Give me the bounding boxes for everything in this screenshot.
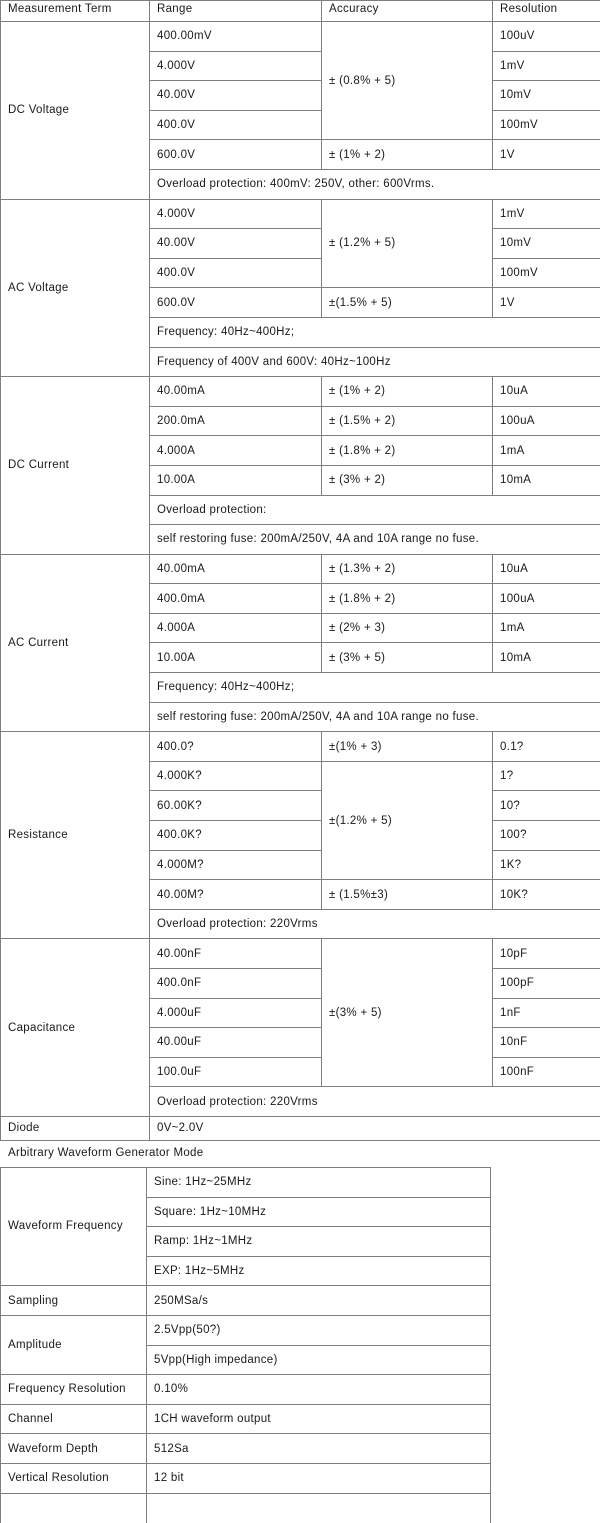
label-waveform-depth: Waveform Depth — [1, 1434, 147, 1464]
value-cell: 12 bit — [147, 1463, 491, 1493]
range-cell: 4.000V — [150, 51, 322, 81]
table-row — [1, 199, 600, 229]
range-cell: 40.00uF — [150, 1028, 322, 1058]
range-cell: 400.00mV — [150, 22, 322, 52]
header-range: Range — [150, 1, 322, 22]
resolution-cell: 10mV — [493, 229, 600, 259]
range-cell: 60.00K? — [150, 791, 322, 821]
range-cell: 400.0V — [150, 258, 322, 288]
range-cell: 4.000uF — [150, 998, 322, 1028]
range-cell: 4.000A — [150, 613, 322, 643]
range-cell: 200.0mA — [150, 406, 322, 436]
resolution-cell: 10uA — [493, 554, 600, 584]
resolution-cell: 10nF — [493, 1028, 600, 1058]
resolution-cell: 10? — [493, 791, 600, 821]
accuracy-cell: ± (1.5% + 2) — [322, 406, 493, 436]
label-sampling: Sampling — [1, 1286, 147, 1316]
term-capacitance: Capacitance — [1, 939, 150, 1117]
range-cell: 600.0V — [150, 288, 322, 318]
accuracy-cell: ±(1% + 3) — [322, 732, 493, 762]
accuracy-cell: ± (2% + 3) — [322, 613, 493, 643]
resolution-cell: 1V — [493, 288, 600, 318]
label-frequency-resolution: Frequency Resolution — [1, 1375, 147, 1405]
value-cell: Square: 1Hz~10MHz — [147, 1197, 491, 1227]
value-cell: 5Vpp(High impedance) — [147, 1345, 491, 1375]
term-ac-current: AC Current — [1, 554, 150, 732]
range-cell: 4.000M? — [150, 850, 322, 880]
resolution-cell: 1mV — [493, 51, 600, 81]
resolution-cell: 100uA — [493, 406, 600, 436]
table-header-row — [1, 1, 600, 22]
awg-section-title: Arbitrary Waveform Generator Mode — [0, 1141, 600, 1167]
resolution-cell: 100? — [493, 821, 600, 851]
value-cell: 1CH waveform output — [147, 1404, 491, 1434]
value-cell: 2.5Vpp(50?) — [147, 1315, 491, 1345]
accuracy-cell: ±(3% + 5) — [322, 939, 493, 1087]
range-cell: 10.00A — [150, 465, 322, 495]
resolution-cell: 1mV — [493, 199, 600, 229]
accuracy-cell: ± (3% + 5) — [322, 643, 493, 673]
resolution-cell: 100uA — [493, 584, 600, 614]
range-cell: 10.00A — [150, 643, 322, 673]
note-cell: Overload protection: 220Vrms — [150, 909, 600, 939]
range-cell: 40.00V — [150, 229, 322, 259]
value-cell: 0.10% — [147, 1375, 491, 1405]
note-cell: Overload protection: 220Vrms — [150, 1087, 600, 1117]
note-cell: Frequency of 400V and 600V: 40Hz~100Hz — [150, 347, 600, 377]
accuracy-cell: ±(1.2% + 5) — [322, 761, 493, 879]
resolution-cell: 100nF — [493, 1057, 600, 1087]
accuracy-cell: ± (1% + 2) — [322, 377, 493, 407]
term-dc-voltage: DC Voltage — [1, 22, 150, 200]
resolution-cell: 1? — [493, 761, 600, 791]
table-row — [1, 554, 600, 584]
table-row — [1, 1375, 491, 1405]
label-vertical-resolution: Vertical Resolution — [1, 1463, 147, 1493]
table-row — [1, 732, 600, 762]
header-measurement-term: Measurement Term — [1, 1, 150, 22]
header-resolution: Resolution — [493, 1, 600, 22]
resolution-cell: 100mV — [493, 110, 600, 140]
resolution-cell: 1mA — [493, 436, 600, 466]
accuracy-cell: ± (1.3% + 2) — [322, 554, 493, 584]
term-resistance: Resistance — [1, 732, 150, 939]
value-cell: 250MSa/s — [147, 1286, 491, 1316]
range-cell: 40.00mA — [150, 554, 322, 584]
resolution-cell: 1mA — [493, 613, 600, 643]
range-cell: 600.0V — [150, 140, 322, 170]
range-cell: 40.00M? — [150, 880, 322, 910]
resolution-cell: 1K? — [493, 850, 600, 880]
resolution-cell: 10K? — [493, 880, 600, 910]
range-cell: 40.00nF — [150, 939, 322, 969]
table-row — [1, 1434, 491, 1464]
resolution-cell: 100uV — [493, 22, 600, 52]
resolution-cell: 10mV — [493, 81, 600, 111]
table-row — [1, 1116, 600, 1140]
header-accuracy: Accuracy — [322, 1, 493, 22]
range-cell: 4.000A — [150, 436, 322, 466]
table-row — [1, 1315, 491, 1345]
value-cell: Ramp: 1Hz~1MHz — [147, 1227, 491, 1257]
range-cell: 400.0? — [150, 732, 322, 762]
range-cell: 400.0V — [150, 110, 322, 140]
note-cell: Frequency: 40Hz~400Hz; — [150, 317, 600, 347]
label-amplitude: Amplitude — [1, 1315, 147, 1374]
resolution-cell: 10mA — [493, 643, 600, 673]
value-cell: 512Sa — [147, 1434, 491, 1464]
table-row — [1, 377, 600, 407]
table-row — [1, 1493, 491, 1523]
accuracy-cell: ± (0.8% + 5) — [322, 22, 493, 140]
label-waveform-frequency: Waveform Frequency — [1, 1167, 147, 1285]
resolution-cell: 100pF — [493, 969, 600, 999]
value-cell: Sine: 1Hz~25MHz — [147, 1167, 491, 1197]
empty-cell — [1, 1493, 147, 1523]
accuracy-cell: ± (1.8% + 2) — [322, 584, 493, 614]
label-channel: Channel — [1, 1404, 147, 1434]
accuracy-cell: ± (3% + 2) — [322, 465, 493, 495]
accuracy-cell: ± (1.2% + 5) — [322, 199, 493, 288]
accuracy-cell: ± (1% + 2) — [322, 140, 493, 170]
range-cell: 400.0K? — [150, 821, 322, 851]
table-row — [1, 22, 600, 52]
range-cell: 400.0nF — [150, 969, 322, 999]
range-cell: 40.00V — [150, 81, 322, 111]
range-cell: 40.00mA — [150, 377, 322, 407]
accuracy-cell: ± (1.8% + 2) — [322, 436, 493, 466]
range-cell: 4.000V — [150, 199, 322, 229]
resolution-cell: 10uA — [493, 377, 600, 407]
awg-spec-table — [0, 1167, 491, 1523]
table-row — [1, 1463, 491, 1493]
resolution-cell: 10pF — [493, 939, 600, 969]
table-row — [1, 939, 600, 969]
term-diode: Diode — [1, 1116, 150, 1140]
accuracy-cell: ± (1.5%±3) — [322, 880, 493, 910]
range-cell: 400.0mA — [150, 584, 322, 614]
range-cell: 4.000K? — [150, 761, 322, 791]
range-cell: 100.0uF — [150, 1057, 322, 1087]
empty-cell — [147, 1493, 491, 1523]
note-cell: self restoring fuse: 200mA/250V, 4A and 10A range no fuse. — [150, 702, 600, 732]
value-cell: EXP: 1Hz~5MHz — [147, 1256, 491, 1286]
resolution-cell: 100mV — [493, 258, 600, 288]
note-cell: Frequency: 40Hz~400Hz; — [150, 673, 600, 703]
resolution-cell: 1nF — [493, 998, 600, 1028]
accuracy-cell: ±(1.5% + 5) — [322, 288, 493, 318]
note-cell: Overload protection: 400mV: 250V, other: 600Vrms. — [150, 169, 600, 199]
table-row — [1, 1167, 491, 1197]
term-dc-current: DC Current — [1, 377, 150, 555]
resolution-cell: 0.1? — [493, 732, 600, 762]
note-cell: self restoring fuse: 200mA/250V, 4A and 10A range no fuse. — [150, 525, 600, 555]
range-cell: 0V~2.0V — [150, 1116, 600, 1140]
resolution-cell: 10mA — [493, 465, 600, 495]
resolution-cell: 1V — [493, 140, 600, 170]
table-row — [1, 1404, 491, 1434]
term-ac-voltage: AC Voltage — [1, 199, 150, 377]
note-cell: Overload protection: — [150, 495, 600, 525]
table-row — [1, 1286, 491, 1316]
